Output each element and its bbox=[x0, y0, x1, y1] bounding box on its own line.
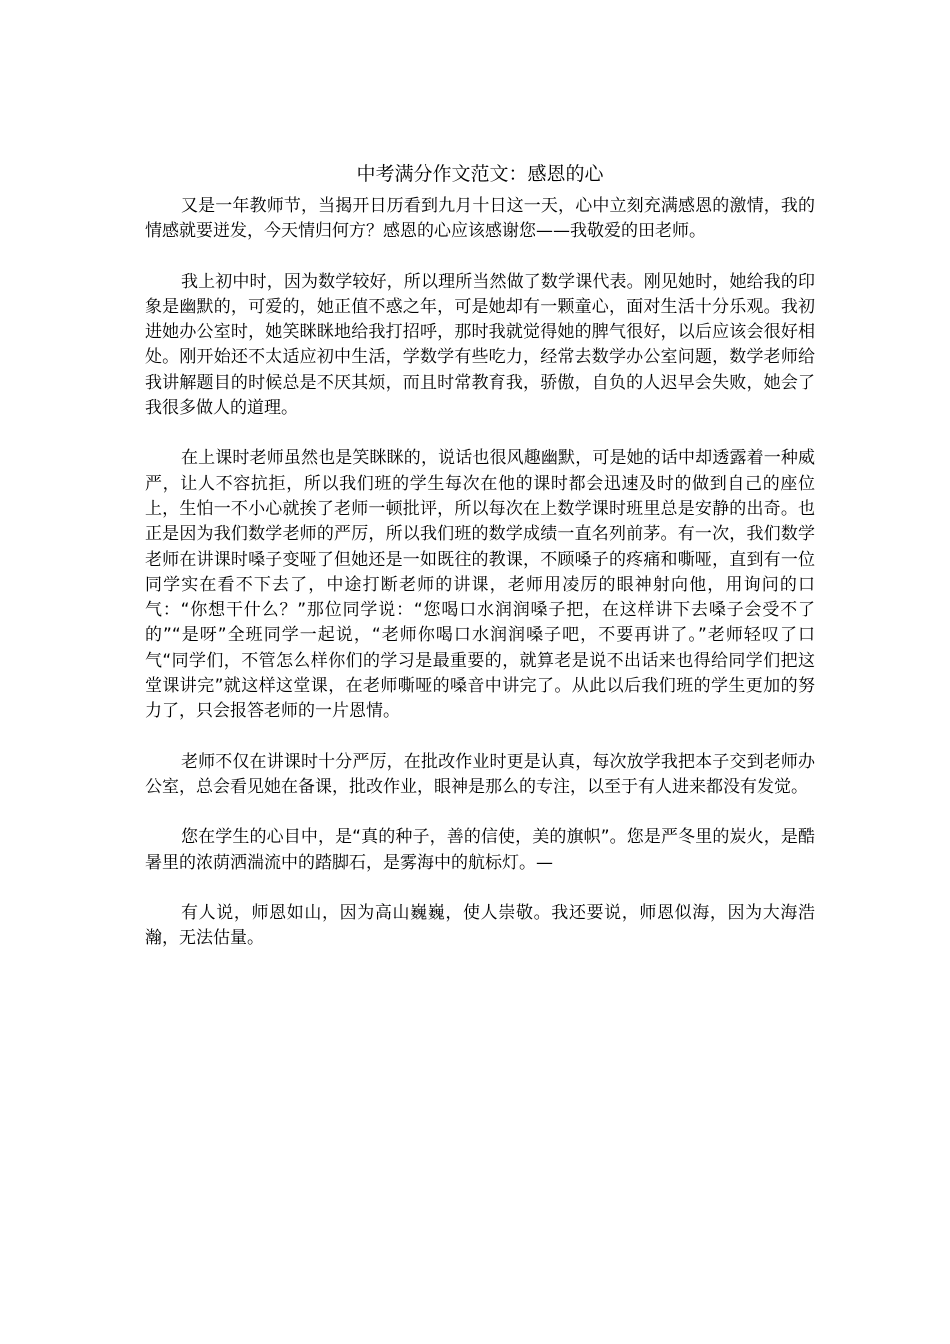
paragraph-6: 有人说，师恩如山，因为高山巍巍，使人崇敬。我还要说，师恩似海，因为大海浩瀚，无法估量。 bbox=[145, 902, 815, 949]
paragraph-1: 又是一年教师节，当揭开日历看到九月十日这一天，心中立刻充满感恩的激情，我的情感就要迸发，今天情归何方？感恩的心应该感谢您——我敬爱的田老师。 bbox=[145, 196, 815, 242]
paragraph-4: 老师不仅在讲课时十分严厉，在批改作业时更是认真，每次放学我把本子交到老师办公室，总会看见她在备课，批改作业，眼神是那么的专注，以至于有人进来都没有发觉。 bbox=[145, 751, 815, 797]
document-title: 中考满分作文范文：感恩的心 bbox=[356, 163, 604, 185]
paragraph-2: 我上初中时，因为数学较好，所以理所当然做了数学课代表。刚见她时，她给我的印象是幽默的，可爱的，她正值不惑之年，可是她却有一颗童心，面对生活十分乐观。我初进她办公室时，她笑眯眯地给我打招呼，那时我就觉得她的脾气很好，以后应该会很好相处。刚开始还不太适应初中生活，学数学有些吃力，经常去数学办公室问题，数学老师给我讲解题目的时候总是不厌其烦，而且时常教育我，骄傲，自负的人迟早会失败，她会了我很多做人的道理。 bbox=[145, 271, 815, 419]
document-page bbox=[145, 160, 815, 976]
paragraph-5: 您在学生的心目中，是“真的种子，善的信使，美的旗帜”。您是严冬里的炭火，是酷暑里的浓荫洒湍流中的踏脚石，是雾海中的航标灯。— bbox=[145, 827, 815, 873]
paragraph-3: 在上课时老师虽然也是笑眯眯的，说话也很风趣幽默，可是她的话中却透露着一种威严，让人不容抗拒，所以我们班的学生每次在他的课时都会迅速及时的做到自己的座位上，生怕一不小心就挨了老师一顿批评，所以每次在上数学课时班里总是安静的出奇。也正是因为我们数学老师的严厉，所以我们班的数学成绩一直名列前茅。有一次，我们数学老师在讲课时嗓子变哑了但她还是一如既往的教课，不顾嗓子的疼痛和嘶哑，直到有一位同学实在看不下去了，中途打断老师的讲课，老师用凌厉的眼神射向他，用询问的口气：“你想干什么？”那位同学说：“您喝口水润润嗓子把，在这样讲下去嗓子会受不了的”“是呀”全班同学一起说，“老师你喝口水润润嗓子吧，不要再讲了。”老师轻叹了口气“同学们，不管怎么样你们的学习是最重要的，就算老是说不出话来也得给同学们把这堂课讲完”就这样这堂课，在老师嘶哑的嗓音中讲完了。从此以后我们班的学生更加的努力了，只会报答老师的一片恩情。 bbox=[145, 448, 815, 722]
